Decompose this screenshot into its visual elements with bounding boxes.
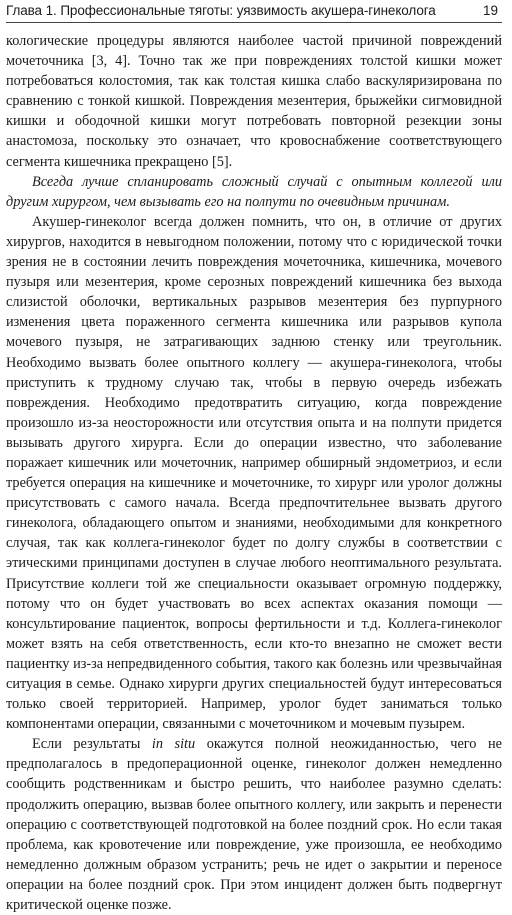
paragraph-text: окажутся полной неожиданностью, чего не предполагалось в предоперационной оценке, гинеколог должен немедленно сообщить родственникам и быстро решить, что наиболее разумно сделать: продолжить операцию, вызвав более опытного коллегу, или закрыть и перенести операцию с соответствующей подготовкой на более поздний срок. Но если такая проблема, как кровотечение или повреждение, уже произошла, ее необходимо немедленно должным образом устранить; речь не идет о закрытии и переносе операции на более поздний срок. При этом инцидент должен быть подвергнут критической оценке позже.	[6, 736, 502, 914]
paragraph: Акушер-гинеколог всегда должен помнить, что он, в отличие от других хирургов, находится в невыгодном положении, потому что с юридической точки зрения не в состоянии лечить повреждения мочеточника, кишечника, мочевого пузыря или мезентерия, кроме серозных повреждений кишечника без выхода слизистой оболочки, вертикальных разрывов мезентерия без пурпурного изменения цвета пораженного сегмента кишечника или разрывов купола мочевого пузыря, не затрагивающих заднюю стенку или треугольник. Необходимо вызвать более опытного коллегу — акушера-гинеколога, чтобы приступить к трудному случаю так, чтобы в первую очередь избежать повреждения. Необходимо предотвратить ситуацию, когда повреждение произошло из-за неосторожности или отсутствия опыта и на полпути придется вызывать другого хирурга. Если до операции известно, что заболевание поражает кишечник или мочеточник, например обширный эндометриоз, и если требуется операция на кишечнике и мочеточнике, то хирург или уролог должны присутствовать с самого начала. Всегда предпочтительнее вызвать другого гинеколога, обладающего опытом и знаниями, необходимыми для конкретного случая, так как коллега-гинеколог будет по долгу службы в соответствии с этическими принципами доступен в случае любого неоптимального результата. Присутствие коллеги той же специальности оказывает огромную поддержку, потому что он будет участвовать во всех аспектах оказания помощи — консультирование пациенток, вопросы фертильности и т.д. Коллега-гинеколог может взять на себя ответственность, если кто-то внезапно не сможет вести пациентку из-за непредвиденного события, такого как болезнь или чрезвычайная ситуация в семье. Однако хирурги других специальностей будут интересоваться только своей территорией. Например, уролог будет заниматься только компонентами операции, связанными с мочеточником и мочевым пузырем.	[6, 213, 502, 733]
paragraph-text: Если результаты	[32, 736, 152, 753]
paragraph-continued: кологические процедуры являются наиболее частой причиной повреждений мочеточника [3, 4]. Точно так же при повреждениях толстой кишки может потребоваться колостомия, так как толстая кишка слабо васкуляризирована по сравнению с тонкой кишкой. Повреждения мезентерия, брыжейки сигмовидной кишки и ободочной кишки могут потребовать повторной резекции зоны анастомоза, поскольку это означает, что кровоснабжение соответствующего сегмента кишечника прекращено [5].	[6, 33, 502, 170]
chapter-title: Глава 1. Профессиональные тяготы: уязвимость акушера-гинеколога	[6, 3, 436, 18]
inline-italic-term: in situ	[151, 736, 196, 753]
page-number: 19	[482, 3, 498, 18]
page-body	[6, 31, 502, 915]
paragraph-emphasis: Всегда лучше спланировать сложный случай с опытным коллегой или другим хирургом, чем вызывать его на полпути по очевидным причинам.	[6, 173, 502, 210]
paragraph	[6, 734, 502, 915]
running-header	[6, 2, 502, 23]
